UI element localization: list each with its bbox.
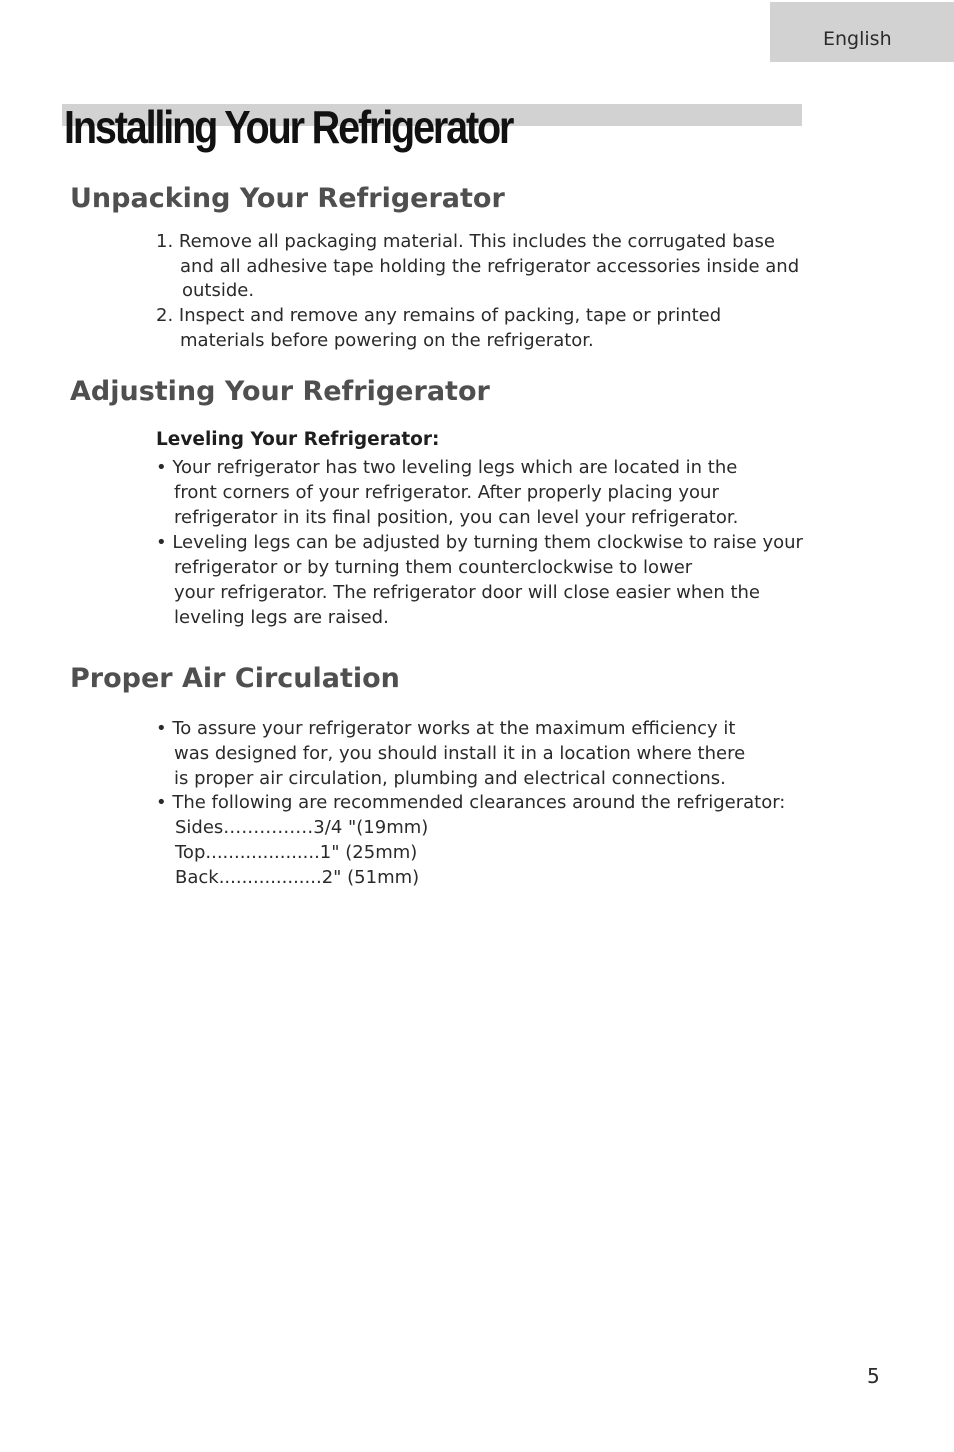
bullet-item-continuation: was designed for, you should install it in a location where there — [174, 743, 746, 764]
bullet-item: • Leveling legs can be adjusted by turning them clockwise to raise your — [156, 532, 803, 553]
bullet-item-continuation: is proper air circulation, plumbing and electrical connections. — [174, 768, 726, 789]
bullet-item-continuation: leveling legs are raised. — [174, 607, 389, 628]
unpacking-heading: Unpacking Your Refrigerator — [70, 183, 505, 214]
clearance-top: Top....................1" (25mm) — [175, 842, 418, 863]
bullet-item-continuation: your refrigerator. The refrigerator door will close easier when the — [174, 582, 761, 603]
list-item: 1. Remove all packaging material. This includes the corrugated base — [156, 231, 775, 252]
bullet-item: • The following are recommended clearances around the refrigerator: — [156, 792, 786, 813]
list-item-continuation: outside. — [182, 280, 255, 301]
bullet-item-continuation: refrigerator in its final position, you can level your refrigerator. — [174, 507, 739, 528]
list-item-continuation: materials before powering on the refrigerator. — [180, 330, 594, 351]
page-number: 5 — [867, 1364, 880, 1388]
bullet-item: • Your refrigerator has two leveling legs which are located in the — [156, 457, 738, 478]
clearance-sides: Sides……………3/4 "(19mm) — [175, 817, 429, 838]
language-label: English — [823, 28, 892, 50]
language-tab — [770, 2, 954, 62]
bullet-item: • To assure your refrigerator works at the maximum efficiency it — [156, 718, 736, 739]
bullet-item-continuation: front corners of your refrigerator. After properly placing your — [174, 482, 719, 503]
page-title: Installing Your Refrigerator — [64, 101, 513, 153]
leveling-subheading: Leveling Your Refrigerator: — [156, 429, 440, 450]
clearance-back: Back..................2" (51mm) — [175, 867, 420, 888]
adjusting-heading: Adjusting Your Refrigerator — [70, 376, 490, 407]
list-item-continuation: and all adhesive tape holding the refrigerator accessories inside and — [180, 256, 800, 277]
list-item: 2. Inspect and remove any remains of packing, tape or printed — [156, 305, 722, 326]
air-circulation-heading: Proper Air Circulation — [70, 663, 400, 694]
bullet-item-continuation: refrigerator or by turning them counterclockwise to lower — [174, 557, 693, 578]
